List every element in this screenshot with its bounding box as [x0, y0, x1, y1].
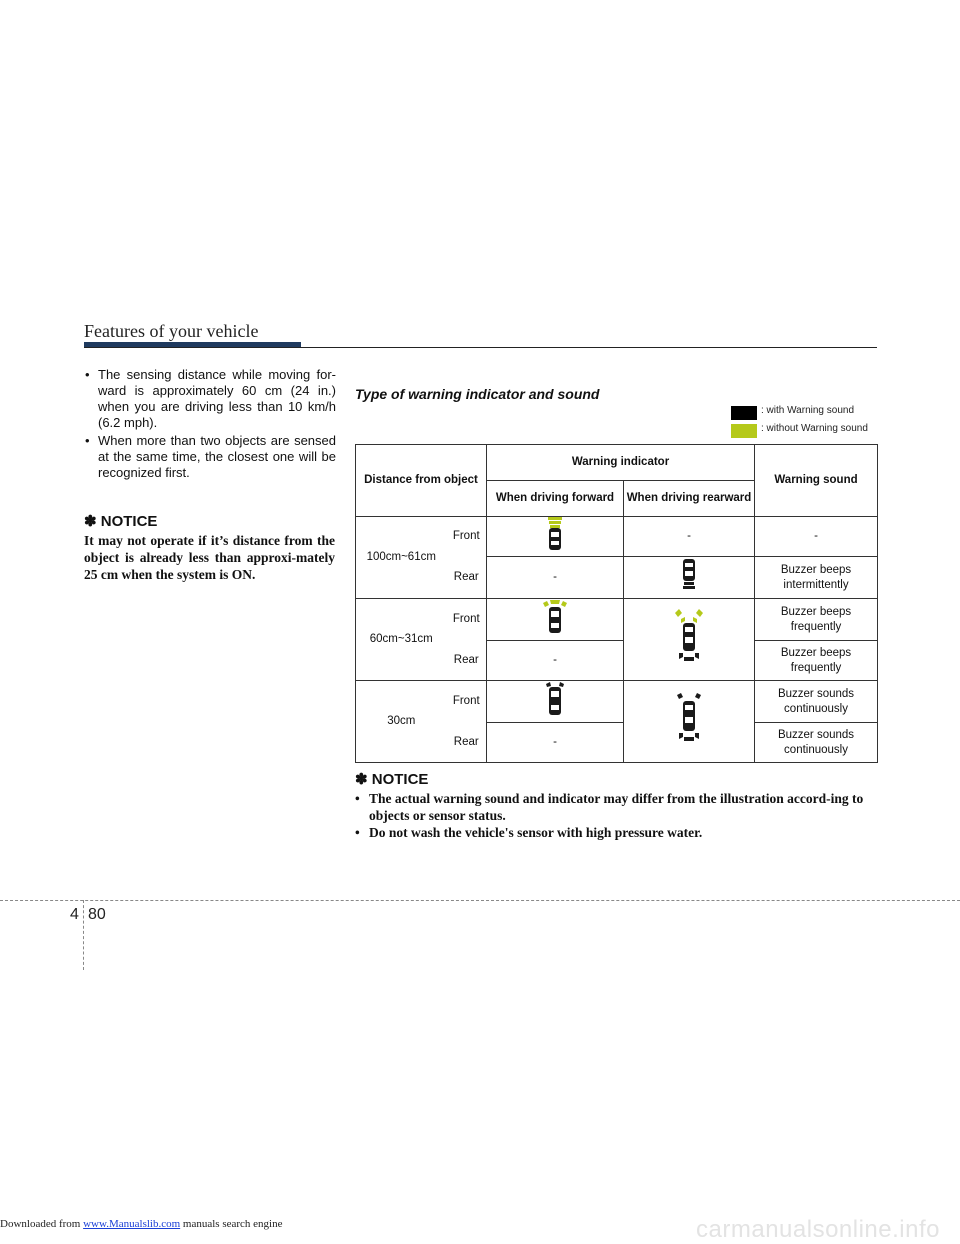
sensor-front: Front [447, 681, 487, 723]
page-number: 80 [88, 906, 106, 923]
footer-divider [83, 900, 84, 970]
sound-value: Buzzer beeps frequently [755, 641, 878, 681]
distance-100-61: 100cm~61cm [356, 517, 447, 599]
sound-value: - [755, 517, 878, 557]
section-title: Type of warning indicator and sound [355, 386, 600, 402]
header-indicator: Warning indicator [487, 445, 755, 481]
header-forward: When driving forward [487, 481, 624, 517]
car-rear-warning-icon [669, 557, 709, 593]
sensor-front: Front [447, 517, 487, 557]
car-front-warning-icon [535, 599, 575, 635]
header-distance: Distance from object [356, 445, 487, 517]
sound-value: Buzzer beeps intermittently [755, 557, 878, 599]
indicator-cell [624, 681, 755, 763]
notice-text: It may not operate if it’s distance from the object is already less than approxi-mately 25 cm when the system is ON. [84, 533, 335, 582]
sensor-rear: Rear [447, 723, 487, 763]
list-item: • The sensing distance while moving for-ward is approximately 60 cm (24 in.) when you are driving less than 10 km/h (6.2 mph). [85, 367, 336, 430]
indicator-cell [487, 517, 624, 557]
notice-heading: ✽ NOTICE [84, 513, 158, 530]
legend-swatch-green [731, 424, 757, 438]
car-rear-warning-icon [667, 607, 711, 667]
page-header-title: Features of your vehicle [84, 321, 259, 341]
sensor-rear: Rear [447, 557, 487, 599]
legend-label-with-sound: : with Warning sound [761, 405, 855, 416]
header-rearward: When driving rearward [624, 481, 755, 517]
forward-value: - [487, 641, 624, 681]
sound-value: Buzzer beeps frequently [755, 599, 878, 641]
car-rear-warning-icon [667, 689, 711, 749]
indicator-cell [487, 681, 624, 723]
distance-30: 30cm [356, 681, 447, 763]
sensor-front: Front [447, 599, 487, 641]
legend-swatch-black [731, 406, 757, 420]
forward-value: - [487, 723, 624, 763]
rearward-value: - [624, 517, 755, 557]
notice-list [355, 790, 880, 841]
indicator-cell [624, 599, 755, 681]
list-item: • When more than two objects are sensed at the same time, the closest one will be recognized first. [85, 433, 336, 480]
list-item: • Do not wash the vehicle's sensor with high pressure water. [355, 825, 703, 840]
car-front-warning-icon [535, 517, 575, 551]
download-note: Downloaded from www.Manualslib.com manuals search engine [0, 1218, 283, 1230]
info-bullet-list [76, 367, 336, 483]
car-front-warning-icon [535, 681, 575, 717]
manualslib-link[interactable]: www.Manualslib.com [83, 1218, 181, 1230]
sensor-rear: Rear [447, 641, 487, 681]
indicator-cell [624, 557, 755, 599]
sound-value: Buzzer sounds continuously [755, 681, 878, 723]
sound-value: Buzzer sounds continuously [755, 723, 878, 763]
notice-heading: ✽ NOTICE [355, 771, 429, 788]
watermark: carmanualsonline.info [696, 1216, 940, 1243]
chapter-number: 4 [70, 906, 79, 923]
forward-value: - [487, 557, 624, 599]
legend-label-without-sound: : without Warning sound [761, 423, 868, 434]
footer-rule [0, 900, 960, 901]
header-rule [84, 347, 877, 348]
indicator-cell [487, 599, 624, 641]
header-sound: Warning sound [755, 445, 878, 517]
distance-60-31: 60cm~31cm [356, 599, 447, 681]
list-item: • The actual warning sound and indicator may differ from the illustration accord-ing to objects or sensor status. [355, 791, 864, 823]
warning-table [355, 444, 878, 763]
